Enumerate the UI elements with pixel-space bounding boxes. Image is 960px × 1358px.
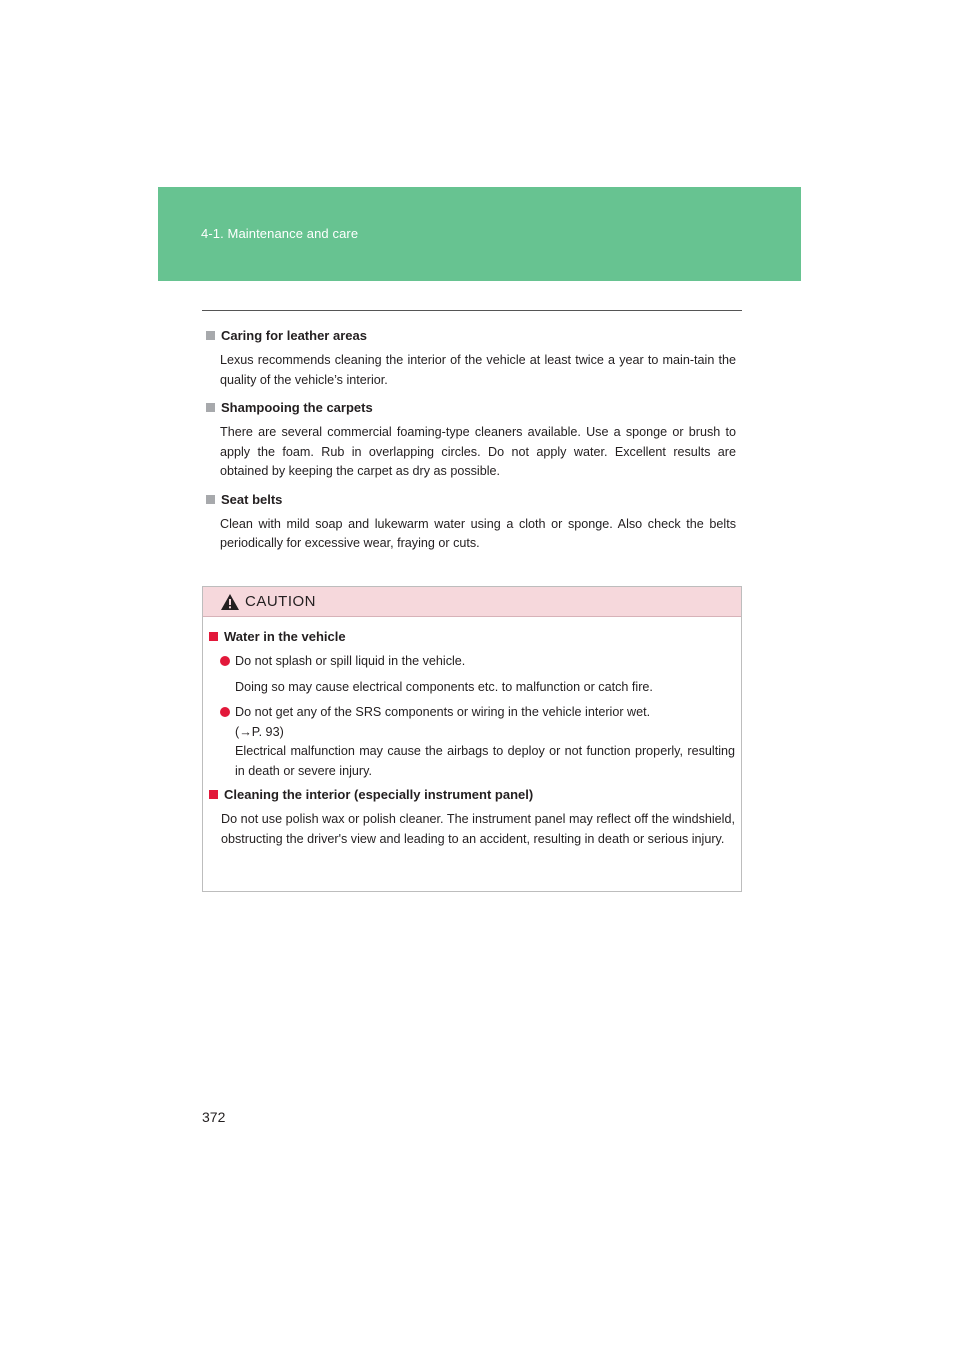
section-seat-belts (202, 492, 742, 554)
list-item: Do not splash or spill liquid in the vehicle. (220, 652, 735, 672)
section-label: 4-1. Maintenance and care (201, 226, 359, 241)
square-bullet-icon (206, 403, 215, 412)
section-text: Clean with mild soap and lukewarm water using a cloth or sponge. Also check the belts periodically for excessive wear, fraying or cuts. (220, 516, 736, 550)
top-rule (202, 310, 742, 311)
caution-body (203, 629, 741, 859)
section-heading: Shampooing the carpets (206, 400, 742, 415)
bullet-dot-icon (220, 656, 230, 666)
warning-triangle-icon (220, 593, 240, 611)
list-item: Do not get any of the SRS components or wiring in the vehicle interior wet. (→P. 93) Electrical malfunction may cause the airbags to deploy or not function properly, resulting in death or severe injury. (220, 703, 735, 781)
section-heading: Caring for leather areas (206, 328, 742, 343)
bullet-detail: Doing so may cause electrical components etc. to malfunction or catch fire. (235, 679, 653, 694)
section-carpets (202, 400, 742, 482)
chapter-header-band (158, 187, 801, 281)
section-text: There are several commercial foaming-type cleaners available. Use a sponge or brush to apply the foam. Rub in overlapping circles. Do not apply water. Excellent results are obtained by keeping the carpet as dry as possible. (220, 425, 736, 478)
page-number: 372 (202, 1109, 226, 1125)
caution-box (202, 586, 742, 892)
main-content (202, 328, 742, 564)
section-leather (202, 328, 742, 390)
caution-title: CAUTION (245, 593, 316, 610)
square-bullet-icon (209, 632, 218, 641)
bullet-dot-icon (220, 707, 230, 717)
square-bullet-icon (209, 790, 218, 799)
caution-heading-cleaning: Cleaning the interior (especially instrument panel) (209, 787, 741, 802)
page-reference-link[interactable]: (→P. 93) (235, 724, 284, 739)
section-heading: Seat belts (206, 492, 742, 507)
caution-heading-water: Water in the vehicle (209, 629, 741, 644)
section-text: Lexus recommends cleaning the interior of the vehicle at least twice a year to main-tain the quality of the vehicle’s interior. (220, 353, 736, 387)
caution-text: Do not use polish wax or polish cleaner. The instrument panel may reflect off the windshield, obstructing the driver's view and leading to an accident, resulting in death or serious injury. (221, 812, 735, 846)
caution-header (203, 587, 741, 617)
square-bullet-icon (206, 331, 215, 340)
square-bullet-icon (206, 495, 215, 504)
